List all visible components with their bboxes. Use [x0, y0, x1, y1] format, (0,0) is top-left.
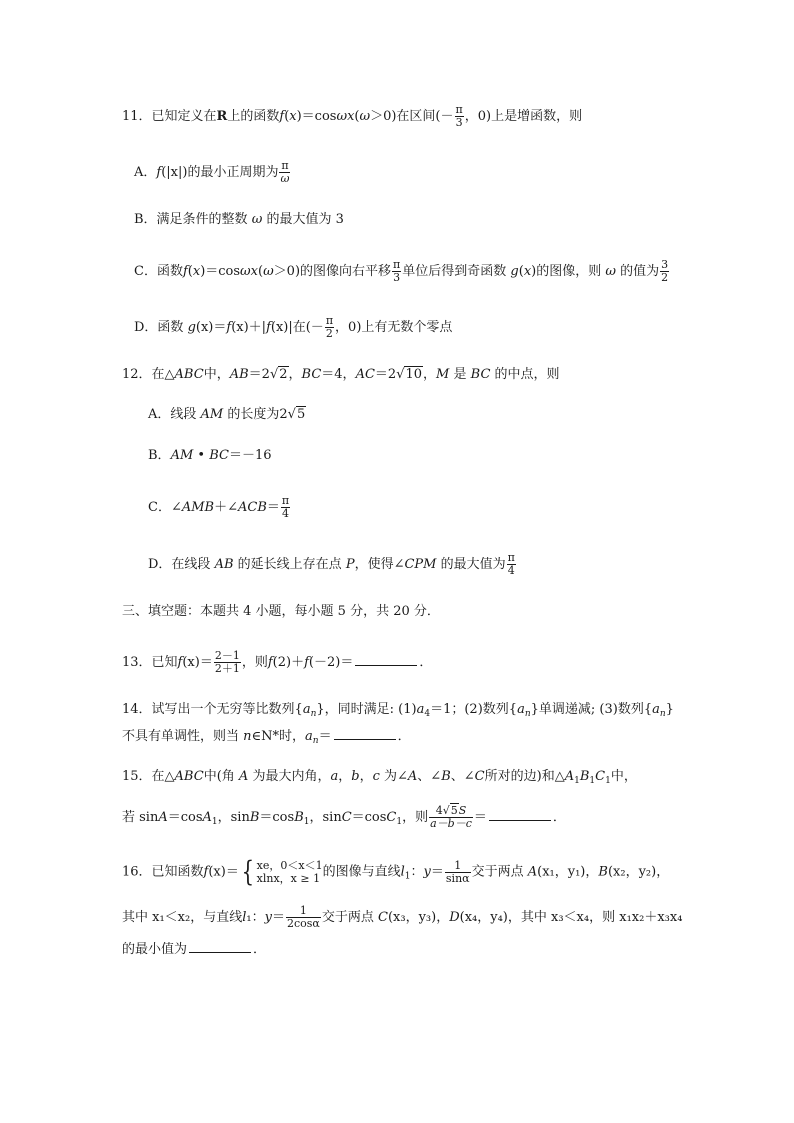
brace-icon: { [241, 855, 254, 888]
fraction: $\frac{\pi}{3}$ [455, 103, 463, 129]
q11-stem: 11．已知定义在R上的函数f(x)＝cosωx(ω＞0)在区间(－ $\frac{\pi}{3}$ ，0)上是增函数，则 [122, 103, 583, 129]
q14-line1: 14．试写出一个无穷等比数列$\{a_n\}$，同时满足: $(1)a_4=1$；(2)数列$\{a_n\}$单调递减; (3)数列$\{a_n\}$ [122, 702, 674, 719]
q15-line1: 15．在△ABC中(角 A 为最大内角，a，b，c 为∠A、∠B、∠C所对的边)和$\triangle A_1B_1C_1$中， [122, 769, 637, 786]
q11-option-a: A．f(|x|)的最小正周期为 $\frac{\pi}{\omega}$ [134, 159, 290, 185]
answer-blank[interactable] [189, 940, 251, 953]
q11-option-b: B．满足条件的整数 ω 的最大值为 3 [134, 212, 344, 227]
q15-line2: 若 sinA＝cosA$_1$，sinB＝cosB$_1$，sinC＝cosC$_1$，则 $\frac{4√5S}{a-b-c}$ ＝ ． [122, 804, 566, 830]
answer-blank[interactable] [334, 727, 396, 740]
q12-option-a: A．线段 AM 的长度为2√5 [148, 407, 306, 422]
q11-option-d: D．函数 g(x)＝f(x)＋|f(x)|在(－ $\frac{\pi}{2}$ ，0)上有无数个零点 [134, 314, 453, 340]
q16-line3: 的最小值为 ． [122, 942, 267, 957]
q16-line2: 其中 x₁＜x₂，与直线l₁：y＝ $\frac{1}{2\cos\alpha}$ 交于两点 C(x₃，y₃)，D(x₄，y₄)，其中 x₃＜x₄，则 x₁x₂＋x₃x₄ [122, 904, 683, 930]
q12-option-d: D．在线段 AB 的延长线上存在点 P，使得∠CPM 的最大值为 $\frac{\pi}{4}$ [148, 551, 515, 577]
answer-blank[interactable] [489, 808, 551, 821]
q11-option-c: C．函数f(x)＝cosωx(ω＞0)的图像向右平移 $\frac{\pi}{3}$ 单位后得到奇函数 g(x)的图像，则 ω 的值为 $\frac{3}{2}$ [134, 258, 669, 284]
q12-option-c: C．∠AMB＋∠ACB＝ $\frac{\pi}{4}$ [148, 494, 290, 520]
answer-blank[interactable] [355, 653, 417, 666]
section-heading: 三、填空题：本题共 4 小题，每小题 5 分，共 20 分． [122, 604, 440, 619]
q12-option-b: B．AM • BC＝－16 [148, 448, 272, 463]
q12-stem: 12．在△ABC中，AB＝2√2，BC＝4，AC＝2√10，M 是 BC 的中点，则 [122, 367, 560, 382]
q13: 13．已知f(x)＝ $\frac{2-1}{2+1}$ ，则f(2)＋f(－2)＝ ． [122, 649, 433, 675]
q14-line2: 不具有单调性，则当 n∈N*时，$a_n=$ ． [122, 729, 411, 746]
piecewise-cases: xe，0＜x＜1 xlnx，x ≥ 1 [256, 859, 323, 885]
q16-line1: 16．已知函数f(x)＝{ xe，0＜x＜1 xlnx，x ≥ 1 的图像与直线$l_1$：y＝ $\frac{1}{\sin\alpha}$ 交于两点 A(x₁，y₁)，B(x₂，y₂)， [122, 855, 670, 888]
